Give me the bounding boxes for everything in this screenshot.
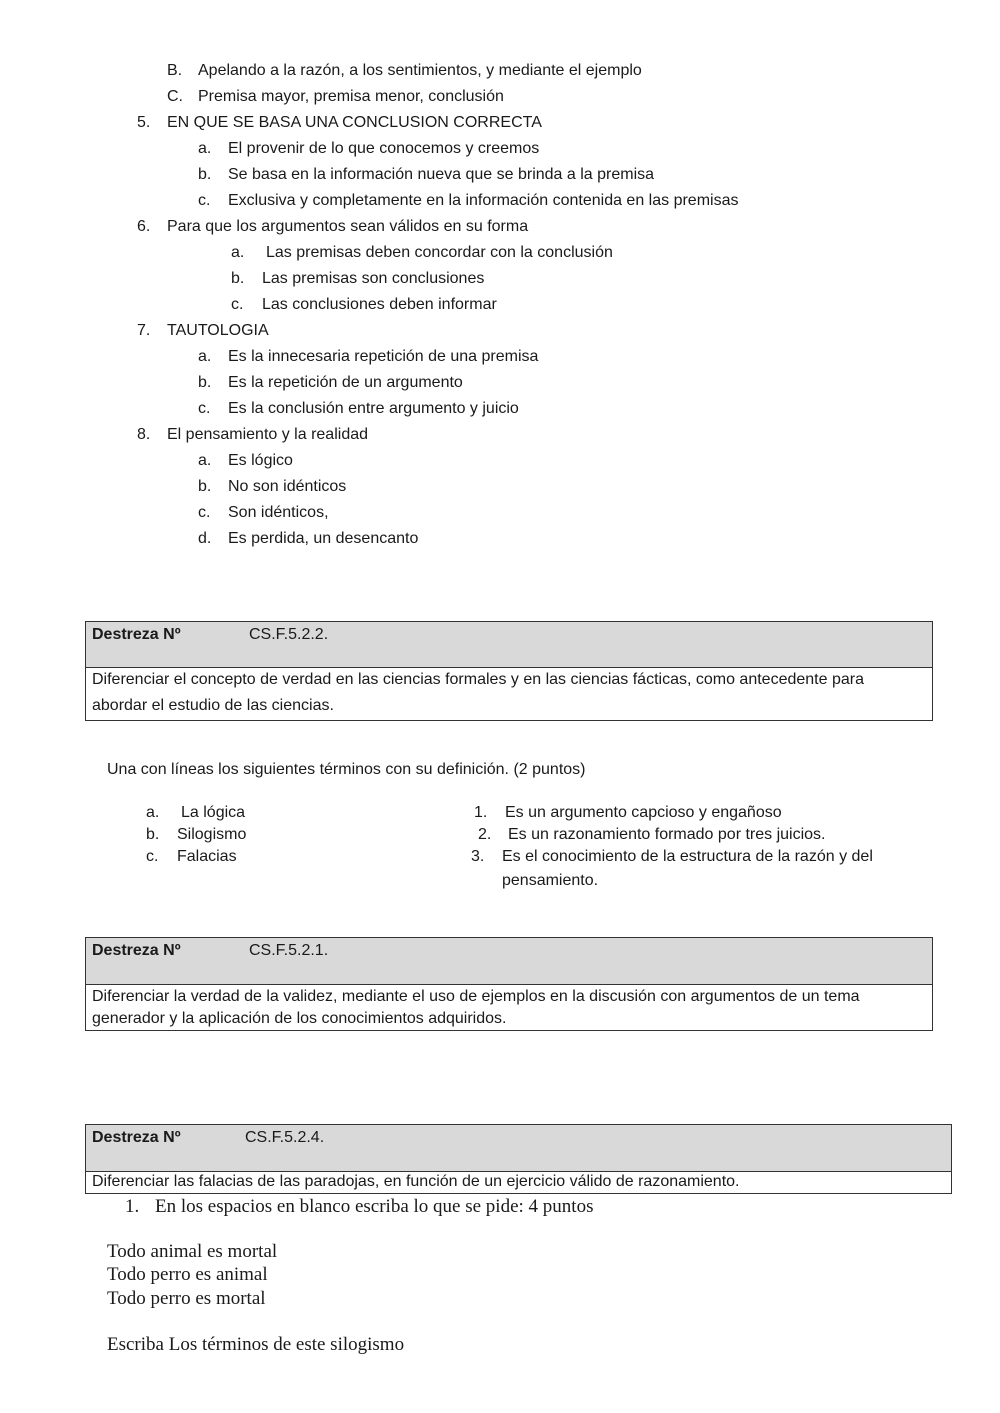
q5-option-b: Se basa en la información nueva que se brinda a la premisa xyxy=(228,166,655,183)
q8-option-c: Son idénticos, xyxy=(228,504,329,521)
q6-option-marker: b. xyxy=(231,270,245,287)
q5-option-c: Exclusiva y completamente en la información contenida en las premisas xyxy=(228,192,739,209)
destreza-description-line: generador y la aplicación de los conocimientos adquiridos. xyxy=(92,1010,507,1027)
q7-option-marker: b. xyxy=(198,374,212,391)
matching-definition-3: Es el conocimiento de la estructura de la razón y del xyxy=(502,848,873,865)
q8-option-marker: d. xyxy=(198,530,212,547)
q8-option-marker: b. xyxy=(198,478,212,495)
q6-number: 6. xyxy=(137,218,151,235)
q6-title: Para que los argumentos sean válidos en su forma xyxy=(167,218,529,235)
matching-definition-3-continuation: pensamiento. xyxy=(502,872,599,889)
matching-instruction: Una con líneas los siguientes términos con su definición. (2 puntos) xyxy=(107,761,586,778)
matching-term-c: Falacias xyxy=(177,848,237,865)
destreza-code: CS.F.5.2.2. xyxy=(249,626,329,643)
exercise-prompt: Escriba Los términos de este silogismo xyxy=(107,1334,405,1355)
q5-title: EN QUE SE BASA UNA CONCLUSION CORRECTA xyxy=(167,114,542,131)
destreza-description-line: Diferenciar las falacias de las paradojas, en función de un ejercicio válido de razonamiento. xyxy=(92,1173,740,1190)
q8-option-a: Es lógico xyxy=(228,452,293,469)
q4-option-c-marker: C. xyxy=(167,88,183,105)
destreza-description xyxy=(92,1171,943,1193)
q8-option-b: No son idénticos xyxy=(228,478,347,495)
syllogism-premise-minor: Todo perro es animal xyxy=(107,1264,268,1285)
destreza-description-line: Diferenciar la verdad de la validez, mediante el uso de ejemplos en la discusión con argumentos de un tema xyxy=(92,988,860,1005)
matching-term-marker: c. xyxy=(146,848,159,865)
syllogism-conclusion: Todo perro es mortal xyxy=(107,1288,266,1309)
destreza-header xyxy=(86,938,932,985)
q5-option-marker: c. xyxy=(198,192,211,209)
matching-definition-2: Es un razonamiento formado por tres juicios. xyxy=(508,826,826,843)
q7-option-a: Es la innecesaria repetición de una premisa xyxy=(228,348,539,365)
destreza-description-line: Diferenciar el concepto de verdad en las ciencias formales y en las ciencias fácticas, como antecedente para xyxy=(92,671,864,688)
q6-option-marker: c. xyxy=(231,296,244,313)
destreza-description-line: abordar el estudio de las ciencias. xyxy=(92,697,334,714)
q5-number: 5. xyxy=(137,114,151,131)
destreza-box-1 xyxy=(85,621,933,721)
destreza-label: Destreza Nº xyxy=(92,626,181,643)
q6-option-marker: a. xyxy=(231,244,245,261)
q8-number: 8. xyxy=(137,426,151,443)
q6-option-a: Las premisas deben concordar con la conclusión xyxy=(266,244,613,261)
matching-definition-marker: 1. xyxy=(474,804,488,821)
matching-term-b: Silogismo xyxy=(177,826,247,843)
q4-option-b-marker: B. xyxy=(167,62,183,79)
q6-option-c: Las conclusiones deben informar xyxy=(262,296,497,313)
matching-term-a: La lógica xyxy=(181,804,246,821)
exercise-instruction: En los espacios en blanco escriba lo que se pide: 4 puntos xyxy=(155,1196,594,1217)
q5-option-marker: b. xyxy=(198,166,212,183)
matching-term-marker: b. xyxy=(146,826,160,843)
q4-option-b: Apelando a la razón, a los sentimientos, y mediante el ejemplo xyxy=(198,62,642,79)
syllogism-premise-major: Todo animal es mortal xyxy=(107,1241,278,1262)
q8-title: El pensamiento y la realidad xyxy=(167,426,369,443)
destreza-description xyxy=(92,986,924,1030)
q8-option-marker: a. xyxy=(198,452,212,469)
matching-definition-1: Es un argumento capcioso y engañoso xyxy=(505,804,782,821)
destreza-description xyxy=(92,667,924,719)
q6-option-b: Las premisas son conclusiones xyxy=(262,270,485,287)
q5-option-marker: a. xyxy=(198,140,212,157)
q7-option-b: Es la repetición de un argumento xyxy=(228,374,463,391)
q7-option-marker: a. xyxy=(198,348,212,365)
destreza-header xyxy=(86,1125,951,1172)
q7-option-c: Es la conclusión entre argumento y juicio xyxy=(228,400,519,417)
q7-number: 7. xyxy=(137,322,151,339)
q5-option-a: El provenir de lo que conocemos y creemos xyxy=(228,140,540,157)
matching-definition-marker: 3. xyxy=(471,848,485,865)
destreza-box-3 xyxy=(85,1124,952,1194)
matching-definition-marker: 2. xyxy=(478,826,492,843)
destreza-label: Destreza Nº xyxy=(92,1129,181,1146)
matching-term-marker: a. xyxy=(146,804,160,821)
destreza-header xyxy=(86,622,932,668)
q7-title: TAUTOLOGIA xyxy=(167,322,269,339)
q8-option-d: Es perdida, un desencanto xyxy=(228,530,419,547)
destreza-box-2 xyxy=(85,937,933,1031)
exercise-number: 1. xyxy=(125,1196,140,1217)
q7-option-marker: c. xyxy=(198,400,211,417)
destreza-code: CS.F.5.2.4. xyxy=(245,1129,325,1146)
destreza-label: Destreza Nº xyxy=(92,942,181,959)
destreza-code: CS.F.5.2.1. xyxy=(249,942,329,959)
q8-option-marker: c. xyxy=(198,504,211,521)
q4-option-c: Premisa mayor, premisa menor, conclusión xyxy=(198,88,504,105)
